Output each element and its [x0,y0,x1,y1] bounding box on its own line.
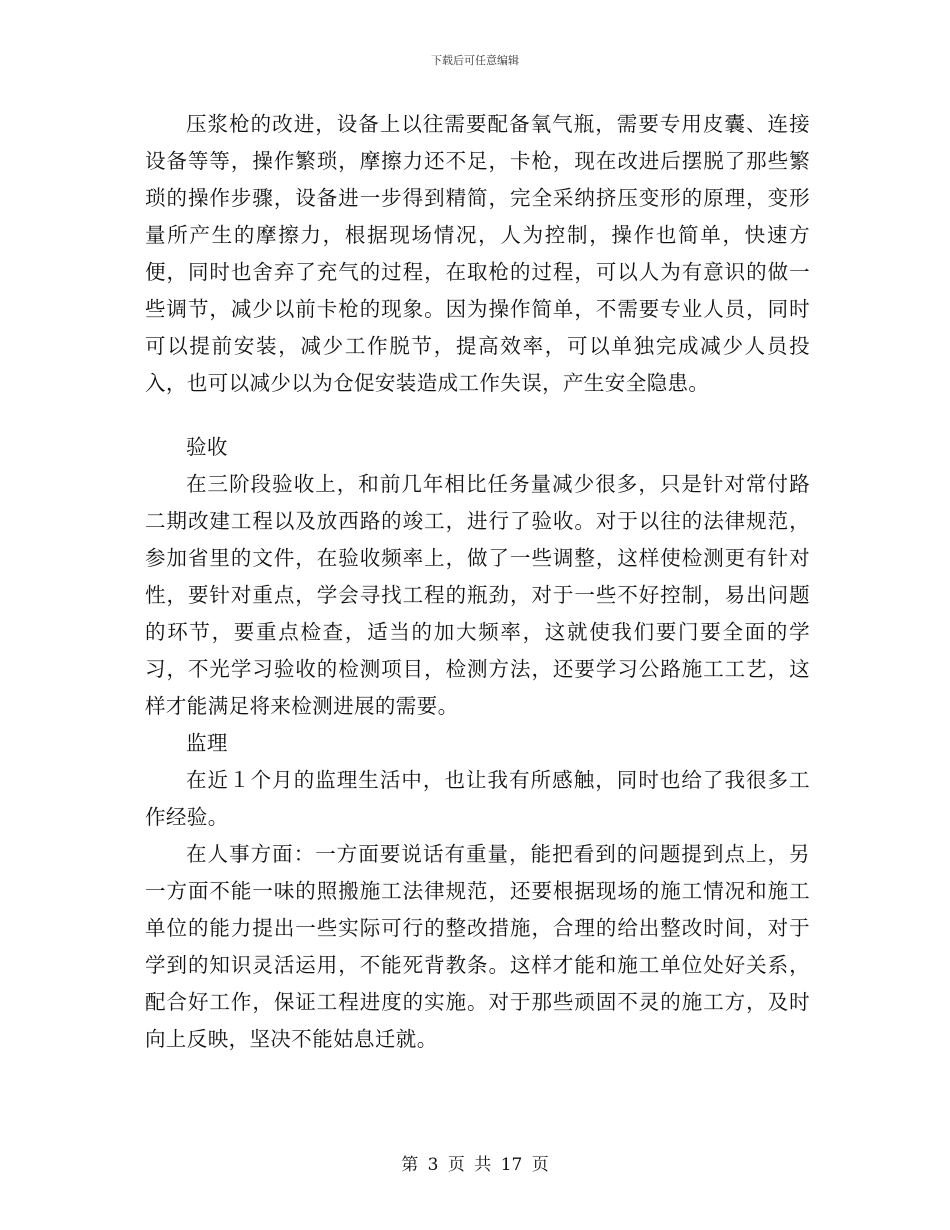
section-heading-supervision: 监理 [186,731,228,755]
paragraph-spacer [145,402,810,429]
page-number-footer: 第 3 页 共 17 页 [401,1155,549,1175]
document-body [145,106,810,1058]
paragraph-acceptance: 在三阶段验收上，和前几年相比任务量减少很多，只是针对常付路二期改建工程以及放西路的竣工，进行了验收。对于以往的法律规范，参加省里的文件，在验收频率上，做了一些调整，这样使检测更有针对性，要针对重点，学会寻找工程的瓶劲，对于一些不好控制，易出问题的环节，要重点检查，适当的加大频率，这就使我们要门要全面的学习，不光学习验收的检测项目，检测方法，还要学习公路施工工艺，这样才能满足将来检测进展的需要。 [145,472,810,718]
paragraph-personnel: 在人事方面：一方面要说话有重量，能把看到的问题提到点上，另一方面不能一味的照搬施工法律规范，还要根据现场的施工情况和施工单位的能力提出一些实际可行的整改措施，合理的给出整改时间，对于学到的知识灵活运用，不能死背教条。这样才能和施工单位处好关系，配合好工作，保证工程进度的实施。对于那些顽固不灵的施工方，及时向上反映，坚决不能姑息迁就。 [145,842,810,1051]
paragraph-supervision-intro: 在近１个月的监理生活中，也让我有所感触，同时也给了我很多工作经验。 [145,768,810,829]
page-header: 下载后可任意编辑 [431,54,519,67]
section-heading-acceptance: 验收 [186,435,228,459]
paragraph-grouting-gun: 压浆枪的改进，设备上以往需要配备氧气瓶，需要专用皮囊、连接设备等等，操作繁琐，摩擦力还不足，卡枪，现在改进后摆脱了那些繁琐的操作步骤，设备进一步得到精简，完全采纳挤压变形的原理，变形量所产生的摩擦力，根据现场情况，人为控制，操作也简单，快速方便，同时也舍弃了充气的过程，在取枪的过程，可以人为有意识的做一些调节，减少以前卡枪的现象。因为操作简单，不需要专业人员，同时可以提前安装，减少工作脱节，提高效率，可以单独完成减少人员投入，也可以减少以为仓促安装造成工作失误，产生安全隐患。 [145,112,810,395]
